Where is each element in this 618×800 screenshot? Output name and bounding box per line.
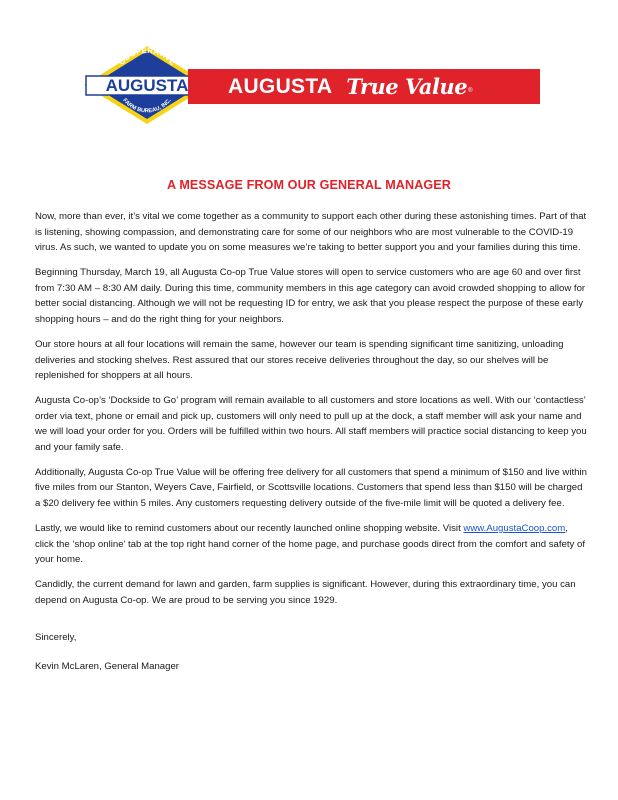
banner-brand-text: AUGUSTA [228, 74, 333, 98]
paragraph-text: Lastly, we would like to remind customers about our recently launched online shopping website. Visit [35, 523, 464, 535]
paragraph: Candidly, the current demand for lawn and garden, farm supplies is significant. However, during this extraordinary time, you can depend on Augusta Co-op. We are proud to be serving you since 1929. [35, 579, 576, 606]
true-value-wordmark: True Value [346, 74, 468, 99]
letter-body [35, 209, 588, 684]
signature: Kevin McLaren, General Manager [35, 661, 179, 672]
paragraph: Additionally, Augusta Co-op True Value will be offering free delivery for all customers that spend a minimum of $150 and live within five miles from our Stanton, Weyers Cave, Fairfield, or Scottsville locations. Customers that spend less than $150 will be charged a $20 delivery fee within 5 miles. Any customers requesting delivery outside of the five-mile limit will be quoted a delivery fee. [35, 466, 587, 510]
paragraph: Augusta Co-op’s ‘Dockside to Go’ program will remain available to all customers and store locations as well. With our ‘contactless’ order via text, phone or email and pick up, customers will only need to pull up at the dock, a staff member will ask your name and we will load your order for you. Orders will be fulfilled within two hours. All staff members will practice social distancing to keep you and your family safe. [35, 395, 587, 453]
logo-bottom-text: FARM BUREAU, INC. [121, 97, 173, 115]
paragraph: Our store hours at all four locations will remain the same, however our team is spending significant time sanitizing, unloading deliveries and stocking shelves. Rest assured that our stores receive deliveries throughout the day, so our shelves will be replenished for shoppers at all hours. [35, 338, 564, 382]
website-link[interactable]: www.AugustaCoop.com [463, 523, 566, 535]
closing: Sincerely, [35, 632, 77, 644]
letterhead [80, 44, 540, 126]
page-title: A MESSAGE FROM OUR GENERAL MANAGER [167, 178, 451, 192]
logo-main-text: AUGUSTA [105, 76, 189, 95]
paragraph: Beginning Thursday, March 19, all Augusta Co-op True Value stores will open to service customers who are age 60 and over first from 7:30 AM – 8:30 AM daily. During this time, community members in this age category can avoid crowded shopping to allow for better social distancing. Although we will not be requesting ID for entry, we ask that you please respect the purpose of these early shopping hours – and do the right thing for your neighbors. [35, 267, 586, 325]
paragraph-text: , click the ‘shop online’ tab at the top right hand corner of the home page, and purchase goods direct from the comfort and safety of your home. [35, 523, 586, 566]
paragraph-online-shopping [35, 521, 588, 568]
paragraph: Now, more than ever, it’s vital we come together as a community to support each other during these astonishing times. Part of that is listening, showing compassion, and demonstrating care for some of our neighbors who are most vulnerable to the COVID-19 virus. As such, we wanted to update you on some measures we’re taking to better support you and your families during this time. [35, 211, 587, 254]
logo-top-text: COOPERATIVE [116, 45, 178, 67]
registered-mark: ® [468, 88, 473, 94]
brand-banner [188, 69, 540, 104]
